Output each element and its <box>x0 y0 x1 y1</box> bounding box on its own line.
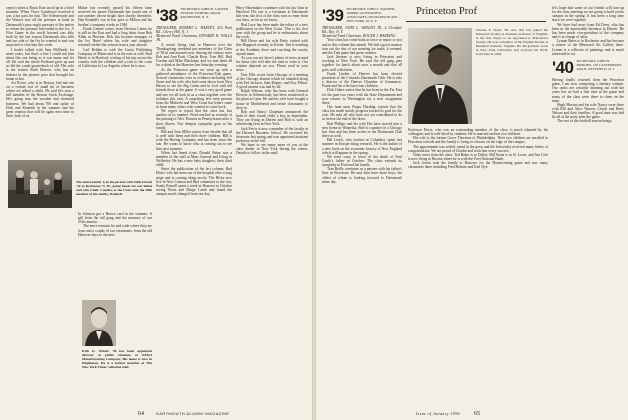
column-3 <box>156 6 232 408</box>
class-secretary: SECRETARY, JOHN S. WARNER, AMERICAN BUSINESS ASSOCIATES, 200 MADISON AVE., NEW YORK 16, N. Y. <box>346 7 399 23</box>
photo-caption: Charles F. Davis '39, who this fall joined the Princeton faculty as assistant professor of English, is the first Negro to be appointed to Princeton's faculty. He was a member of the English faculty at Hampton Institute, Virginia. He did graduate work at New York University and received his Ph.D. from Yale in 1950. <box>476 28 548 56</box>
paragraph: Jack Ferris is now a member of the faculty at the Harvard Business School. He received his doctorate last spring and was appointed assistant professor in the fall. <box>236 126 308 143</box>
paragraph: In Johnson got a Brown card in the summer. A gift from the old gang and the memory of our 25th reunion. <box>78 212 152 225</box>
feature-headline: Princeton Prof <box>416 6 477 17</box>
paragraph: Lyman Bates is in Rochester and has become a trustee of the Memorial Art Gallery there. Lyman is a collector of paintings and is much interested in art. <box>552 39 624 56</box>
paragraph: Bud Lucy has been made the editor of a new publication on the West Coast. This is his first year with the group and he is enthusiastic about the work. <box>236 22 308 40</box>
paragraph: At the Princeton game we went up with a gathered attendance of the Princeton-Yale game. Several classmates were in evidence including Jeff Stone and his wife who had come down from New Haven to see the Big Green and to visit with old friends there at the game. It was a very good game and one we all took in as a class together over the holidays this year. A surprising few were present from the Midwest and West Coast but letters came in from many others who wanted to come back. <box>156 67 232 109</box>
left-page <box>0 0 312 420</box>
paragraph: Maine has recently passed his fifteen time received his pastor Dartmouth has found one of our number whose bright days shortly thereafter. Dan Kendall's son in law goes to Milton and his brother's company works in 1940. <box>78 6 152 27</box>
right-page <box>316 0 628 420</box>
paragraph: Ralph Watson, who has been with General Electric in Schenectady, has been transferred to the plant at Lynn. He and his wife have bought a house in Marblehead and invite classmates to drop in. <box>236 89 308 110</box>
paragraph: Professor Davis, who was an outstanding member of the class, is much admired by his colleagues and is well liked by students. He is married and has two children. <box>408 128 548 137</box>
paragraph: Bill Howe and his wife Betty visited with Jim Hapgood recently in Exeter. Jim is teaching at the Academy there and coaching the varsity squash team. <box>236 39 308 56</box>
paragraph: The appointment was widely noted in the press and the University received many letters of congratulation. We are proud of Charlie and wish him every success. <box>408 144 548 153</box>
paragraph: A recent flying visit to Hanover over the Thanksgiving weekend put members of the Class of '38 in and around town. Among the visitors were Bob and Ann Pratt, Charlie Rose, Tom Hill, Bud Gordon and Mike Blackmar, and we met them all for a drink at the Hanover Inn Saturday evening. <box>156 42 232 68</box>
paragraph: Your class has come back in force to report to you and to this column this month. We had a good reunion turn out the day of our meeting for tasks, it seemed, and the Yale game had great weather. <box>322 38 402 55</box>
paragraph: Frank Linden of Denver has been elected president of the Colorado Dartmouth Club. He is also a director of the Denver Chamber of Commerce. Frank and his wife have four children. <box>322 71 402 89</box>
class-treasurer: TREASURER, JOHN L. WRIGHT JR., 4 Glendale Rd., Rye, N. Y. <box>322 26 402 35</box>
paragraph: Having finally returned from the Princeton game, I am now composing a January column. Our ranks are certainly thinning out with the years but we had a fine time at the game and many of the class were there to cheer on the team. <box>552 77 624 103</box>
paragraph: Jack Stearns is now living in Princeton and working in New York. He says the old gang gets together for lunch about once a month and that all goes well with them. <box>322 55 402 72</box>
class-treasurer: TREASURER, ROBERT L. HARVEY, 416 Park Rd., Cherry Hill, N. J. <box>156 26 232 35</box>
paragraph: Since the publication of the last column, Bud Hicks' wife has been out of the hospital after a long siege and is coming along nicely. The Hicks now live in New Canaan and Bud commutes to the city. Sandy Russell spent a week in Hanover in October seeing Norm and Marge Lamb and found the campus much changed from our day. <box>156 167 232 197</box>
paragraph: ceptor) when a Bison Kon stood up in a brief moment. When Vince Gambroyd received it was a hot pass for that. The Schenectady and the Warner was all the pressure at hand in Dartmouth's pass-ought pressure of the nation to whom the pressure had ended to the Ivy. A Nice Game in the world beyond was ably built by the last season Dartmouth also tells and our side of the Ivy he wanted to and was surprised to visit him this week. <box>6 6 74 48</box>
column-5 <box>322 6 402 408</box>
running-footer: Issue of January 1956 <box>416 411 460 416</box>
photo-caption: Kirk K. Winter '38 has been appointed director of public relations at WIKO Manufacturing Company. His home is now in Hopkinton. He is a former member of The New York Times' editorial staff. <box>82 349 152 369</box>
portrait-photo <box>82 300 116 346</box>
class-secretary: SECRETARY, JOHN H. HOPKINS, 120 CANTERBURY ROAD, WESTFIELD, N. J. <box>576 58 622 71</box>
paragraph: As you can see there's plenty of news around for those who will take the time to write it. Our column depends on you. Please send in your news. <box>236 55 308 73</box>
fund-chairman: Memorial Fund Chairman, ROGER J. HARDING <box>322 34 396 39</box>
class-year: '39 <box>322 6 344 25</box>
paragraph: We regret to report that the class has lost another of its number. Word reached us recently of the passing of Alec Thomas in Pennsylvania after a short illness. Our deepest sympathy goes to his family. <box>156 109 232 130</box>
paragraph: Dick Oakes writes that he has been in the Far East for the past two years with the State Department and now returns to Washington for a new assignment there. <box>322 88 402 105</box>
paragraph: When last heard from, Donald Paine was a member of the staff at Mass General and living in Wellesley. He has a new baby daughter, their third child. <box>156 150 232 168</box>
paragraph: Frank Greene writes from Newton Center he is still in the East and had a long letter from Bob Allen in Phoenix. Bob has become manager of the Ivy Hotel where his wife and daughter returned earlier this season from a year abroad. <box>78 26 152 48</box>
paragraph: Our fund man, Roger Harding, reports that the class has made steady progress toward its goal for the year. He asks all who have not yet contributed to do so before the end of the drive. <box>322 104 402 122</box>
paragraph: Bob Phillips and his wife Dot have moved into a new home in Winnetka. Bob is a partner in a Chicago law firm and has been active in the Dartmouth Club there as well. <box>322 121 402 139</box>
paragraph: The news remains far and wide where they are from and a couple of our classmates, from the old Hanover days to the new. <box>78 224 152 237</box>
column-6 <box>476 6 548 126</box>
page-number: 64 <box>138 411 144 417</box>
photo-caption: The entire family is in the picture with Dick Drexel '42 at Rochester, N. H., going heads for our Rebel and wife Lilah. Candice is the from with the fifth member of the family, Dashiell. <box>76 180 152 196</box>
paragraph: Harry Shoemaker continues with his law firm in Hartford. His son is a freshman at Dartmouth this year, the first of the class sons to enter from our class, as far as we know. <box>236 6 308 23</box>
page-number: 65 <box>474 411 480 417</box>
class-year: '38 <box>156 6 178 25</box>
class-secretary: SECRETARY, JOHN H. CARTER, PYMSOC FORTING ROAD, ROCHESTER, N. Y. <box>180 7 229 19</box>
paragraph: Art Rowe, who is in Boston, had met me on a certain sort of small bit of business where we talked a while. He said he's now a full member of the Boston Stock Exchange. He's going into the wooden and chemical business. We had about 700 and spoke of Dick and Kenneth in the summer and the great reunion that will be again next time in June, both of us. <box>6 80 74 119</box>
column-6-lower <box>408 128 548 408</box>
column-2 <box>78 6 152 180</box>
paragraph: We were sorry to learn of the death of Paul Grady's father in October. The class extends its sympathy to Paul and his family. <box>322 154 402 168</box>
paragraph: Other news from the class: Ted Baker is in Dallas, Bill Stone is in St. Louis, and Jim Cole is now living in Boston where he is with the First National Bank. <box>408 152 548 162</box>
paragraph: Bob and Nancy Chapman announced the birth of their fourth child, a boy, in September. They are living in Darien and Bob is with an advertising firm in New York. <box>236 109 308 127</box>
paragraph: His wife is the former Grace Thornton of Philadelphia. Their two children are enrolled in Princeton schools and the family is living in a house on the edge of the campus. <box>408 136 548 145</box>
paragraph: We have had news from Ed Drew, who has been in the automobile business in Detroit. He has been made vice-president of the company and is in charge of sales. <box>552 22 624 40</box>
class-year: '40 <box>552 57 574 77</box>
paragraph: Carl Belden is with the Curtis Publishing Company of Maine and is in the east as well. Paul Hardy is in Hartford, writing of his trip across the country with the children and a visit to the coast of California in Los Angeles where he is now. <box>78 47 152 69</box>
paragraph: let's hope that some of our friends will turn up for the class meeting we are going to hold on the campus in the spring. It has been a long time since we were together. <box>552 6 624 23</box>
paragraph: Jack Green took the family to Hanover for the Homecoming game and saw many classmates there including Fred Holmes and Earl Nye. <box>408 161 548 170</box>
paragraph: We hope to see many more of you at the class dinner in New York during the winter. Details to follow in the mail. <box>236 143 308 156</box>
class-header-39 <box>322 8 402 24</box>
paragraph: The rest of the football season brings <box>557 119 612 124</box>
paragraph: Tom Reilly continues as a partner with his father's firm in Worcester. He and Jean have three boys, the oldest of whom is looking forward to Dartmouth some day. <box>322 167 402 184</box>
professor-portrait <box>408 28 472 124</box>
running-footer: DARTMOUTH ALUMNI MAGAZINE <box>156 411 230 416</box>
family-photo <box>8 160 72 208</box>
class-header-38 <box>156 8 232 24</box>
paragraph: Don Ellis wrote from Chicago of a meeting of the Chicago alumni which he attended along with Ted Jackson, Sam Rogers, and Roy Pelton. A good turnout was had by all. <box>236 72 308 89</box>
column-7 <box>552 6 624 408</box>
fund-chairman: Memorial Fund Chairman, EDWARD H. WALLS JR. <box>156 34 232 43</box>
paragraph: Bill and Jean Miller report from Seattle that all is well with them and their three children. Bill is with the Boeing Company and has been since the war. He wants to know who is coming out to see him next summer. <box>156 129 232 151</box>
column-4 <box>236 6 308 408</box>
paragraph: Hugh Morton and his wife Nancy were there with Bill and Alice Warren, Chuck and Betty Nelson and their families. A good time was had by all at the party after the game. <box>552 102 624 120</box>
column-2-lower <box>78 212 152 298</box>
paragraph: I hadn't talked with Sam McReady for some years, but that's a line I could ask him about this one being as it was many and for all. He said the whole Portland grew up and so did the youth quarterback of old. His wife is the former Ruth Elmore, who has an interest in the pioneer pace that brought her home at last. <box>6 47 74 81</box>
class-header-40 <box>552 57 624 77</box>
paragraph: Hal Leach, who teaches at Columbia, spent last summer in Europe doing research. He is the author of a new book on the economic history of New England which will appear in the spring. <box>322 138 402 155</box>
